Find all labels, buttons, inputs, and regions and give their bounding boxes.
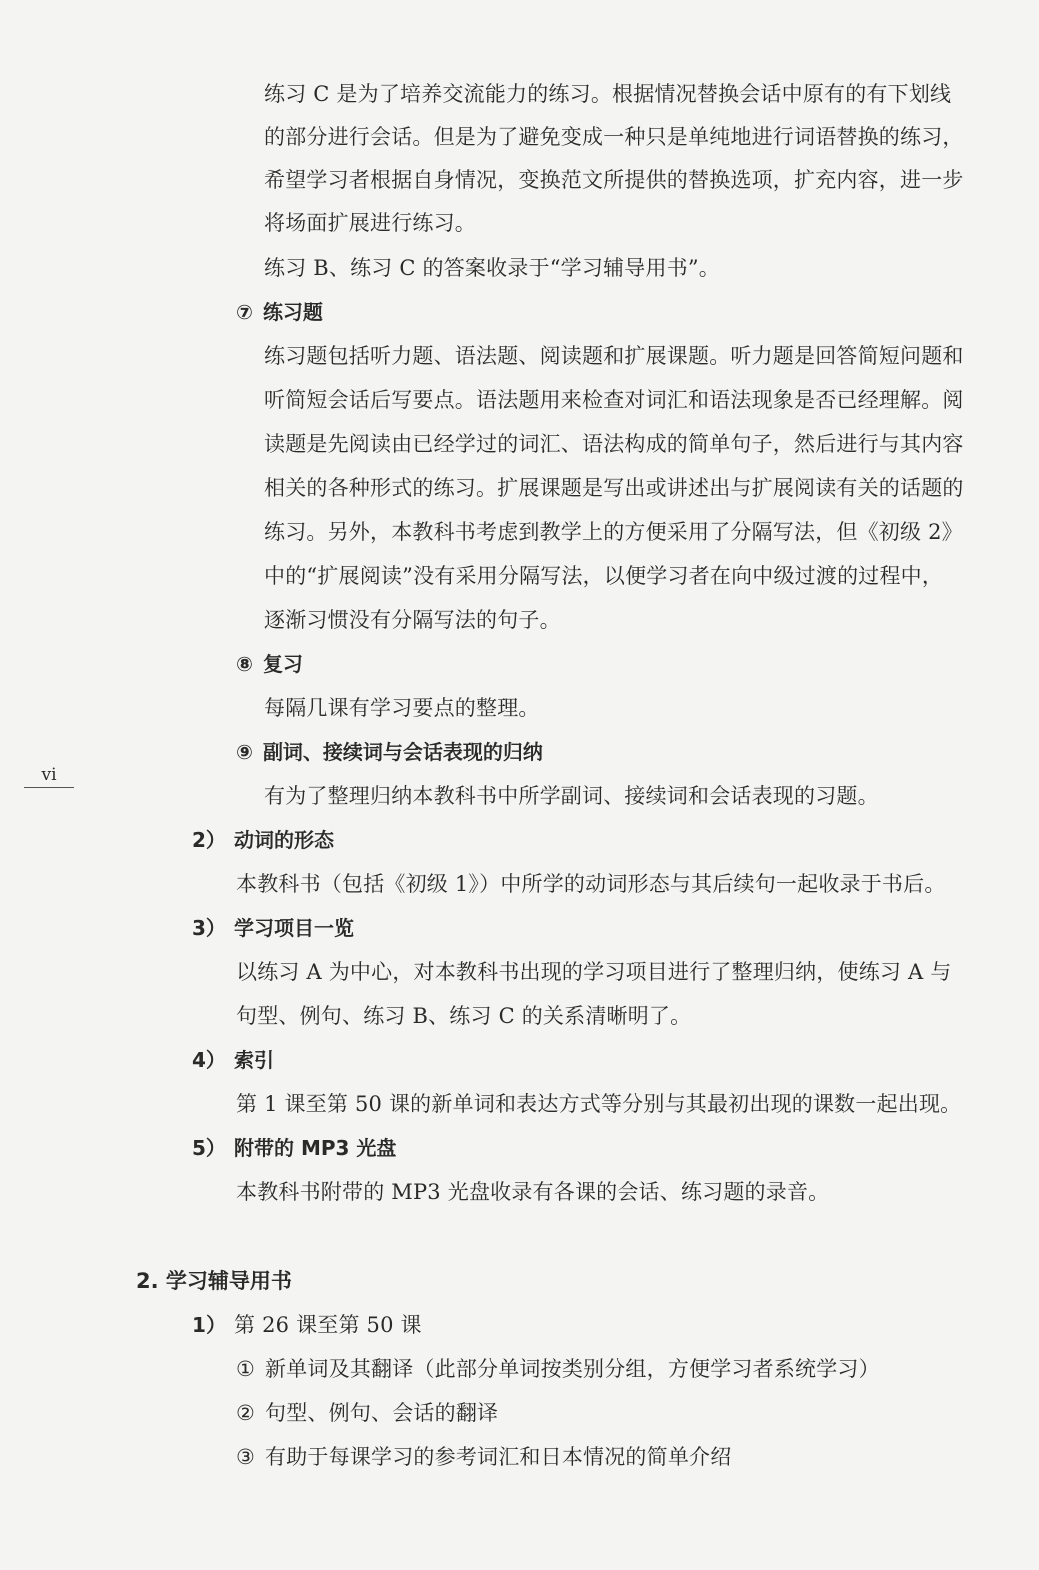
item-title: 副词、接续词与会话表现的归纳 [262, 740, 543, 764]
list-marker: ③ [236, 1445, 256, 1469]
part-heading-study-guide: 2. 学习辅导用书 [136, 1269, 292, 1293]
section-marker: 5） [192, 1136, 226, 1160]
section-heading-index [192, 1038, 274, 1082]
body-text-line: 练习。另外，本教科书考虑到教学上的方便采用了分隔写法，但《初级 2》 [264, 520, 963, 544]
item-marker: ⑨ [236, 740, 253, 764]
section-heading-verb-forms [192, 818, 334, 862]
list-text: 新单词及其翻译（此部分单词按类别分组，方便学习者系统学习） [265, 1357, 880, 1381]
list-marker: ① [236, 1357, 256, 1381]
section-heading-mp3 [192, 1126, 396, 1170]
item-title: 复习 [262, 652, 303, 676]
section-heading-item-list [192, 906, 354, 950]
body-text-line: 本教科书附带的 MP3 光盘收录有各课的会话、练习题的录音。 [236, 1180, 830, 1204]
body-text-line: 第 1 课至第 50 课的新单词和表达方式等分别与其最初出现的课数一起出现。 [236, 1092, 962, 1116]
section-title: 附带的 MP3 光盘 [234, 1136, 397, 1160]
section-title: 索引 [234, 1048, 274, 1072]
body-text-line: 有为了整理归纳本教科书中所学副词、接续词和会话表现的习题。 [264, 784, 879, 808]
body-text-line: 本教科书（包括《初级 1》）中所学的动词形态与其后续句一起收录于书后。 [236, 872, 946, 896]
list-item [236, 1435, 731, 1479]
section-marker: 3） [192, 916, 226, 940]
body-text-line: 练习 B、练习 C 的答案收录于“学习辅导用书”。 [264, 256, 720, 280]
body-text-line: 读题是先阅读由已经学过的词汇、语法构成的简单句子，然后进行与其内容 [264, 432, 964, 456]
body-text-line: 逐渐习惯没有分隔写法的句子。 [264, 608, 561, 632]
item-heading-review [236, 642, 303, 686]
list-text: 有助于每课学习的参考词汇和日本情况的简单介绍 [265, 1445, 732, 1469]
section-title: 动词的形态 [234, 828, 334, 852]
body-text-line: 句型、例句、练习 B、练习 C 的关系清晰明了。 [236, 1004, 692, 1028]
body-text-line: 以练习 A 为中心，对本教科书出现的学习项目进行了整理归纳，使练习 A 与 [236, 960, 952, 984]
subsection-marker: 1） [192, 1313, 227, 1337]
list-text: 句型、例句、会话的翻译 [265, 1401, 499, 1425]
list-item [236, 1391, 498, 1435]
section-marker: 4） [192, 1048, 226, 1072]
body-text-line: 相关的各种形式的练习。扩展课题是写出或讲述出与扩展阅读有关的话题的 [264, 476, 964, 500]
item-marker: ⑦ [236, 300, 253, 324]
list-item [236, 1347, 880, 1391]
subsection-heading [192, 1303, 422, 1347]
item-heading-summary [236, 730, 543, 774]
body-text-line: 每隔几课有学习要点的整理。 [264, 696, 540, 720]
body-text-line: 将场面扩展进行练习。 [264, 211, 476, 235]
item-heading-exercises [236, 290, 323, 334]
item-marker: ⑧ [236, 652, 253, 676]
section-marker: 2） [192, 828, 226, 852]
list-marker: ② [236, 1401, 256, 1425]
subsection-title: 第 26 课至第 50 课 [234, 1313, 422, 1337]
body-text-line: 中的“扩展阅读”没有采用分隔写法，以便学习者在向中级过渡的过程中， [264, 564, 944, 588]
body-text-line: 希望学习者根据自身情况，变换范文所提供的替换选项，扩充内容，进一步 [264, 168, 964, 192]
body-text-line: 的部分进行会话。但是为了避免变成一种只是单纯地进行词语替换的练习， [264, 125, 964, 149]
body-text-line: 练习 C 是为了培养交流能力的练习。根据情况替换会话中原有的有下划线 [264, 82, 952, 106]
page-number: vi [24, 763, 74, 788]
item-title: 练习题 [262, 300, 323, 324]
section-title: 学习项目一览 [234, 916, 354, 940]
body-text-line: 听简短会话后写要点。语法题用来检查对词汇和语法现象是否已经理解。阅 [264, 388, 964, 412]
body-text-line: 练习题包括听力题、语法题、阅读题和扩展课题。听力题是回答简短问题和 [264, 344, 964, 368]
